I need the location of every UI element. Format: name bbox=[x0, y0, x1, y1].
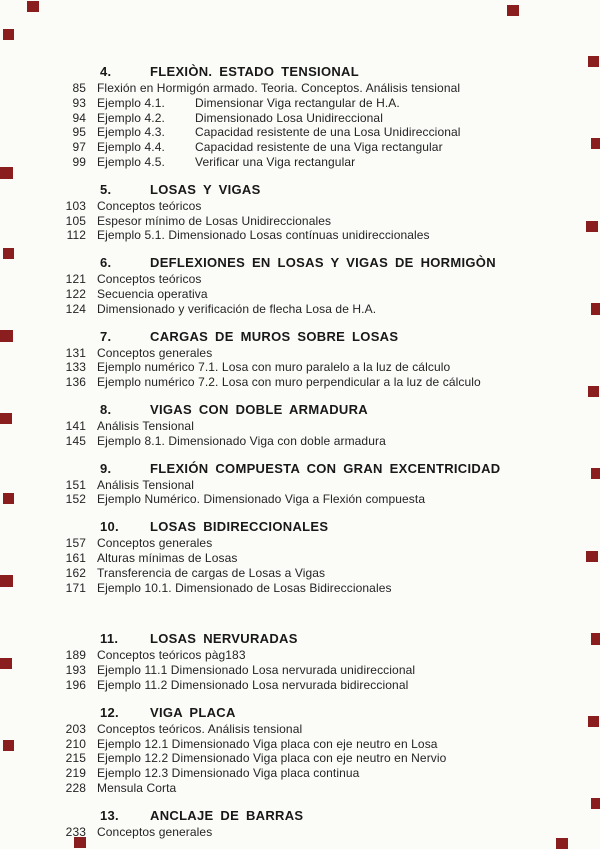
entry-text: Ejemplo 11.1 Dimensionado Losa nervurada unidireccional bbox=[97, 663, 416, 678]
toc-entry bbox=[0, 722, 600, 737]
toc-entry bbox=[0, 228, 600, 243]
entry-text: Análisis Tensional bbox=[97, 477, 194, 492]
entry-page-number: 122 bbox=[65, 286, 86, 301]
chapter-number: 11. bbox=[100, 631, 119, 647]
toc-entry bbox=[0, 360, 600, 375]
entry-page-number: 210 bbox=[65, 736, 86, 751]
entry-text: Conceptos generales bbox=[97, 345, 213, 360]
entry-text: Conceptos generales bbox=[97, 536, 213, 551]
chapter-number: 5. bbox=[100, 181, 112, 197]
toc-entry bbox=[0, 648, 600, 663]
chapter-title: ANCLAJE DE BARRAS bbox=[150, 807, 304, 823]
chapter-number: 4. bbox=[100, 64, 112, 79]
entry-text bbox=[97, 111, 383, 126]
chapter-number: 13. bbox=[100, 807, 119, 823]
toc-entry bbox=[0, 551, 600, 566]
toc-entry bbox=[0, 272, 600, 287]
chapter-number: 7. bbox=[100, 328, 112, 344]
toc-entry bbox=[0, 81, 600, 96]
toc-entry bbox=[0, 155, 600, 170]
chapter-number: 12. bbox=[100, 704, 119, 720]
chapter-heading bbox=[100, 519, 600, 534]
entry-page-number: 228 bbox=[65, 780, 86, 795]
toc-entry bbox=[0, 678, 600, 693]
entry-page-number: 215 bbox=[65, 751, 86, 766]
entry-page-number: 171 bbox=[65, 580, 86, 595]
chapter-title: FLEXIÓN COMPUESTA CON GRAN EXCENTRICIDAD bbox=[150, 460, 501, 476]
entry-description: Verificar una Viga rectangular bbox=[195, 154, 356, 169]
entry-page-number: 157 bbox=[65, 536, 86, 551]
entry-label: Ejemplo 4.2. bbox=[97, 110, 165, 125]
toc-section bbox=[0, 631, 600, 692]
entry-label: Ejemplo 4.3. bbox=[97, 125, 165, 140]
toc-entry bbox=[0, 781, 600, 796]
toc-entry bbox=[0, 766, 600, 781]
entry-label: Ejemplo 4.1. bbox=[97, 95, 165, 110]
entry-page-number: 103 bbox=[65, 198, 86, 213]
toc-entry bbox=[0, 199, 600, 214]
chapter-number: 6. bbox=[100, 255, 112, 271]
entry-page-number: 121 bbox=[65, 272, 86, 287]
entry-text: Ejemplo 8.1. Dimensionado Viga con doble armadura bbox=[97, 433, 386, 448]
table-of-contents bbox=[0, 64, 600, 840]
chapter-title: LOSAS BIDIRECCIONALES bbox=[150, 519, 329, 535]
toc-entry bbox=[0, 492, 600, 507]
scan-registration-mark bbox=[556, 838, 568, 849]
toc-entry bbox=[0, 214, 600, 229]
entry-page-number: 93 bbox=[72, 95, 86, 110]
toc-entry bbox=[0, 581, 600, 596]
entry-text bbox=[97, 125, 461, 140]
toc-section bbox=[0, 182, 600, 243]
toc-entry bbox=[0, 302, 600, 317]
entry-page-number: 105 bbox=[65, 213, 86, 228]
toc-section bbox=[0, 461, 600, 508]
entry-page-number: 151 bbox=[65, 477, 86, 492]
entry-page-number: 196 bbox=[65, 677, 86, 692]
chapter-title: FLEXIÒN. ESTADO TENSIONAL bbox=[150, 64, 359, 79]
entry-page-number: 203 bbox=[65, 721, 86, 736]
entry-page-number: 131 bbox=[65, 345, 86, 360]
entry-page-number: 136 bbox=[65, 375, 86, 390]
toc-entry bbox=[0, 375, 600, 390]
chapter-title: CARGAS DE MUROS SOBRE LOSAS bbox=[150, 328, 399, 344]
entry-description: Capacidad resistente de una Viga rectangular bbox=[195, 140, 443, 155]
entry-label: Ejemplo 4.4. bbox=[97, 140, 165, 155]
toc-section bbox=[0, 519, 600, 595]
toc-entry bbox=[0, 536, 600, 551]
chapter-number: 9. bbox=[100, 460, 112, 476]
entry-page-number: 162 bbox=[65, 565, 86, 580]
entry-page-number: 99 bbox=[72, 154, 86, 169]
toc-section bbox=[0, 329, 600, 390]
toc-entry bbox=[0, 478, 600, 493]
toc-section bbox=[0, 808, 600, 840]
toc-entry bbox=[0, 140, 600, 155]
entry-text: Análisis Tensional bbox=[97, 418, 194, 433]
entry-page-number: 95 bbox=[72, 125, 86, 140]
chapter-heading bbox=[100, 329, 600, 344]
entry-text: Flexión en Hormigón armado. Teoria. Conceptos. Análisis tensional bbox=[97, 81, 461, 95]
chapter-title: LOSAS Y VIGAS bbox=[150, 181, 261, 197]
chapter-heading bbox=[100, 631, 600, 646]
chapter-heading bbox=[100, 255, 600, 270]
entry-page-number: 94 bbox=[72, 110, 86, 125]
entry-text: Conceptos teóricos. Análisis tensional bbox=[97, 721, 303, 736]
toc-entry bbox=[0, 125, 600, 140]
entry-text: Transferencia de cargas de Losas a Vigas bbox=[97, 565, 326, 580]
chapter-title: VIGAS CON DOBLE ARMADURA bbox=[150, 401, 368, 417]
toc-section bbox=[0, 255, 600, 316]
scan-registration-mark bbox=[27, 1, 39, 12]
entry-text: Dimensionado y verificación de flecha Losa de H.A. bbox=[97, 301, 377, 316]
entry-text: Conceptos teóricos bbox=[97, 198, 202, 213]
entry-page-number: 193 bbox=[65, 663, 86, 678]
entry-text: Conceptos teóricos bbox=[97, 272, 202, 287]
entry-text: Ejemplo numérico 7.2. Losa con muro perpendicular a la luz de cálculo bbox=[97, 375, 481, 390]
entry-page-number: 161 bbox=[65, 550, 86, 565]
toc-section bbox=[0, 402, 600, 449]
toc-entry bbox=[0, 287, 600, 302]
entry-text: Secuencia operativa bbox=[97, 286, 208, 301]
toc-entry bbox=[0, 751, 600, 766]
entry-page-number: 145 bbox=[65, 433, 86, 448]
entry-description: Dimensionado Losa Unidireccional bbox=[195, 110, 383, 125]
entry-page-number: 152 bbox=[65, 492, 86, 507]
entry-label: Ejemplo 4.5. bbox=[97, 154, 165, 169]
entry-text bbox=[97, 140, 443, 155]
toc-entry bbox=[0, 96, 600, 111]
entry-page-number: 124 bbox=[65, 301, 86, 316]
entry-page-number: 112 bbox=[66, 228, 86, 243]
entry-text: Ejemplo 12.2 Dimensionado Viga placa con eje neutro en Nervio bbox=[97, 751, 447, 766]
toc-section bbox=[0, 64, 600, 170]
entry-text: Ejemplo numérico 7.1. Losa con muro paralelo a la luz de cálculo bbox=[97, 360, 451, 375]
entry-text: Conceptos teóricos pàg183 bbox=[97, 648, 246, 663]
chapter-title: VIGA PLACA bbox=[150, 704, 236, 720]
entry-page-number: 85 bbox=[72, 81, 86, 95]
toc-section bbox=[0, 705, 600, 796]
entry-text: Ejemplo Numérico. Dimensionado Viga a Flexión compuesta bbox=[97, 492, 426, 507]
entry-page-number: 97 bbox=[72, 140, 86, 155]
chapter-number: 10. bbox=[100, 519, 119, 535]
entry-page-number: 189 bbox=[65, 648, 86, 663]
entry-page-number: 233 bbox=[65, 824, 86, 839]
entry-page-number: 141 bbox=[65, 418, 86, 433]
entry-text: Conceptos generales bbox=[97, 824, 213, 839]
toc-entry bbox=[0, 419, 600, 434]
entry-text: Alturas mínimas de Losas bbox=[97, 550, 238, 565]
entry-text bbox=[97, 155, 355, 170]
entry-text: Espesor mínimo de Losas Unidireccionales bbox=[97, 213, 332, 228]
entry-text: Ejemplo 12.3 Dimensionado Viga placa continua bbox=[97, 766, 360, 781]
toc-entry bbox=[0, 737, 600, 752]
toc-entry bbox=[0, 825, 600, 840]
chapter-heading bbox=[100, 64, 600, 79]
entry-text: Mensula Corta bbox=[97, 780, 177, 795]
entry-text: Ejemplo 5.1. Dimensionado Losas contínuas unidireccionales bbox=[97, 228, 430, 243]
chapter-heading bbox=[100, 402, 600, 417]
scan-registration-mark bbox=[3, 29, 14, 40]
toc-entry bbox=[0, 111, 600, 126]
scan-registration-mark bbox=[507, 5, 519, 16]
entry-text: Ejemplo 11.2 Dimensionado Losa nervurada bidireccional bbox=[97, 677, 409, 692]
chapter-heading bbox=[100, 705, 600, 720]
entry-page-number: 219 bbox=[65, 766, 86, 781]
toc-entry bbox=[0, 663, 600, 678]
chapter-title: DEFLEXIONES EN LOSAS Y VIGAS DE HORMIGÒN bbox=[150, 255, 496, 271]
chapter-number: 8. bbox=[100, 401, 112, 417]
entry-text: Ejemplo 12.1 Dimensionado Viga placa con eje neutro en Losa bbox=[97, 736, 438, 751]
toc-entry bbox=[0, 434, 600, 449]
toc-entry bbox=[0, 346, 600, 361]
entry-description: Capacidad resistente de una Losa Unidireccional bbox=[195, 125, 461, 140]
entry-text bbox=[97, 96, 400, 111]
chapter-heading bbox=[100, 182, 600, 197]
entry-page-number: 133 bbox=[65, 360, 86, 375]
chapter-heading bbox=[100, 461, 600, 476]
entry-text: Ejemplo 10.1. Dimensionado de Losas Bidireccionales bbox=[97, 580, 392, 595]
toc-entry bbox=[0, 566, 600, 581]
entry-description: Dimensionar Viga rectangular de H.A. bbox=[195, 95, 400, 110]
chapter-title: LOSAS NERVURADAS bbox=[150, 631, 298, 647]
chapter-heading bbox=[100, 808, 600, 823]
